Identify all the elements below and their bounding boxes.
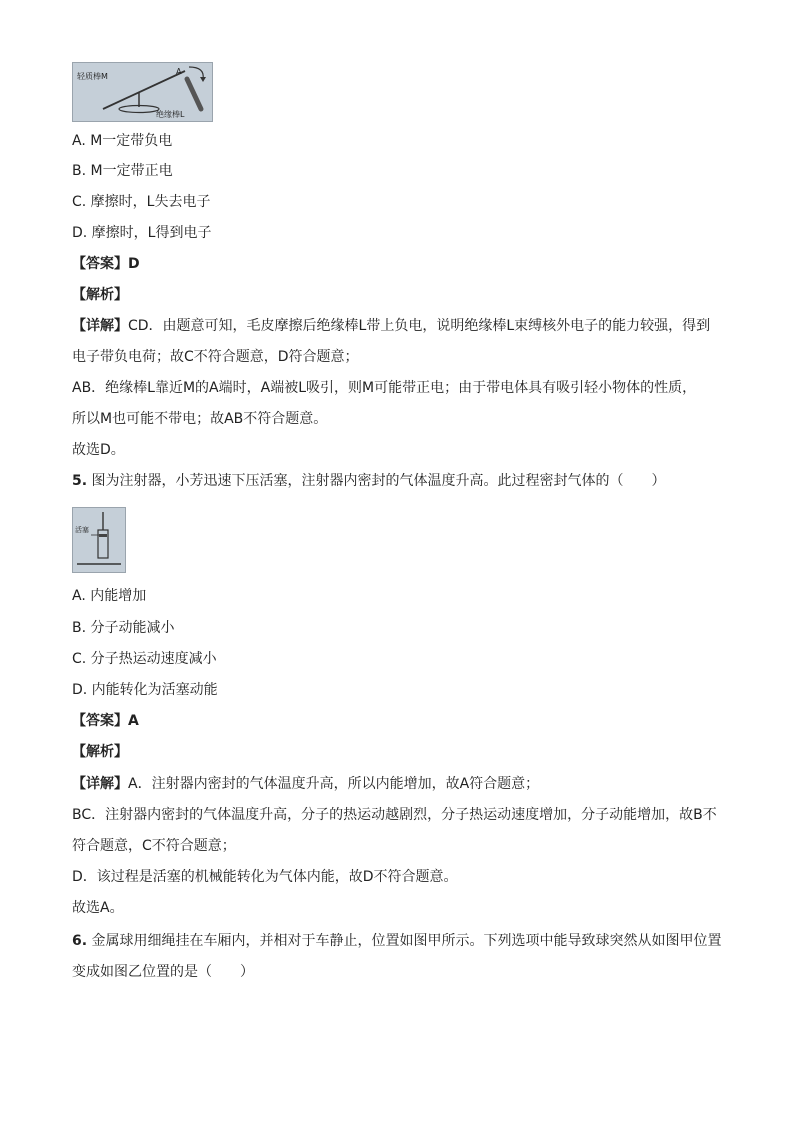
answer-tag: 【答案】 (72, 713, 128, 729)
explain-text: CD．由题意可知，毛皮摩擦后绝缘棒L带上负电，说明绝缘棒L束缚核外电子的能力较强，得到 (128, 318, 711, 334)
q6-question-line-1 (72, 931, 722, 951)
q5-explain-2: BC．注射器内密封的气体温度升高，分子的热运动越剧烈，分子热运动速度增加，分子动能增加，故B不 (72, 807, 717, 823)
q4-conclusion: 故选D。 (72, 442, 125, 458)
label-piston: 活塞 (75, 526, 89, 534)
q4-explain-3: AB．绝缘棒L靠近M的A端时，A端被L吸引，则M可能带正电；由于带电体具有吸引轻小物体的性质， (72, 380, 697, 396)
explain-text: A．注射器内密封的气体温度升高，所以内能增加，故A符合题意； (128, 776, 540, 792)
q5-explain-1 (72, 774, 539, 794)
detail-tag: 【详解】 (72, 318, 128, 334)
q5-analysis-tag: 【解析】 (72, 744, 128, 760)
rod-diagram (73, 63, 212, 121)
q4-answer-line (72, 254, 140, 274)
q5-figure (72, 507, 126, 573)
q4-explain-2: 电子带负电荷；故C不符合题意，D符合题意； (72, 349, 359, 365)
q5-conclusion: 故选A。 (72, 900, 124, 916)
piston (99, 534, 107, 537)
q4-figure (72, 62, 213, 122)
label-light-rod-m: 轻质棒M (77, 72, 108, 81)
q4-option-b: B. M一定带正电 (72, 163, 173, 179)
answer-value: A (128, 713, 139, 729)
q5-option-b: B. 分子动能减小 (72, 620, 175, 636)
label-insulated-rod-l: 绝缘棒L (156, 110, 185, 119)
syringe-diagram (73, 508, 125, 572)
q6-question-line-2: 变成如图乙位置的是（ ） (72, 964, 254, 980)
q5-explain-3: 符合题意，C不符合题意； (72, 838, 236, 854)
q5-question (72, 471, 666, 491)
answer-tag: 【答案】 (72, 256, 128, 272)
q5-option-d: D. 内能转化为活塞动能 (72, 682, 218, 698)
answer-value: D (128, 256, 140, 272)
question-text: 金属球用细绳挂在车厢内，并相对于车静止，位置如图甲所示。下列选项中能导致球突然从如图甲位置 (91, 933, 722, 949)
q5-option-a: A. 内能增加 (72, 588, 147, 604)
q4-analysis-tag: 【解析】 (72, 287, 128, 303)
question-number: 5. (72, 473, 88, 489)
question-text: 图为注射器，小芳迅速下压活塞，注射器内密封的气体温度升高。此过程密封气体的（ ） (91, 473, 666, 489)
q5-explain-4: D．该过程是活塞的机械能转化为气体内能，故D不符合题意。 (72, 869, 458, 885)
q5-answer-line (72, 711, 139, 731)
q4-explain-4: 所以M也可能不带电；故AB不符合题意。 (72, 411, 328, 427)
q4-explain-1 (72, 316, 710, 336)
q4-option-d: D. 摩擦时，L得到电子 (72, 225, 212, 241)
q5-option-c: C. 分子热运动速度减小 (72, 651, 217, 667)
question-number: 6. (72, 933, 88, 949)
label-end-a: A (176, 67, 182, 76)
detail-tag: 【详解】 (72, 776, 128, 792)
q4-option-c: C. 摩擦时，L失去电子 (72, 194, 211, 210)
q4-option-a: A. M一定带负电 (72, 133, 173, 149)
